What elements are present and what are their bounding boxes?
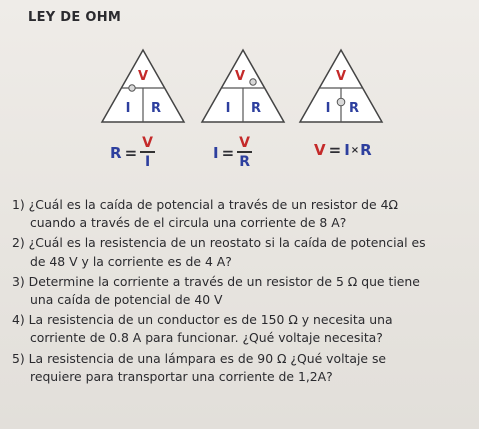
formula-i-numerator: V xyxy=(239,135,251,151)
formula-r-fraction xyxy=(140,136,155,169)
question-3 xyxy=(12,273,472,309)
triangle-2-v-label: V xyxy=(234,69,246,84)
triangle-2-r-label: R xyxy=(250,101,262,116)
formula-v-equals: = xyxy=(328,141,342,159)
question-4-line-1: 4) La resistencia de un conductor es de 150 Ω y necesita una xyxy=(12,312,393,328)
formula-resistance xyxy=(110,136,155,169)
question-2-line-1: 2) ¿Cuál es la resistencia de un reostato si la caída de potencial es xyxy=(12,235,426,251)
formula-i-lhs: I xyxy=(213,143,219,162)
formula-current xyxy=(213,136,252,169)
question-4 xyxy=(12,311,472,347)
formula-r-numerator: V xyxy=(142,135,153,151)
question-list xyxy=(12,196,472,388)
formula-v-resistance: R xyxy=(360,141,372,159)
question-2 xyxy=(12,234,472,270)
question-5-line-1: 5) La resistencia de una lámpara es de 90 Ω ¿Qué voltaje se xyxy=(12,350,387,366)
formula-i-equals: = xyxy=(221,143,235,162)
triangle-1-r-label: R xyxy=(150,101,162,116)
triangle-1-i-label: I xyxy=(125,101,131,116)
triangle-3-i-label: I xyxy=(325,101,331,116)
question-2-line-2: de 48 V y la corriente es de 4 A? xyxy=(30,253,232,269)
ohm-triangle-1 xyxy=(98,46,188,126)
formula-voltage xyxy=(314,141,372,159)
ohm-triangle-3 xyxy=(296,46,386,126)
formula-i-fraction xyxy=(237,136,252,169)
question-1-line-1: 1) ¿Cuál es la caída de potencial a través de un resistor de 4Ω xyxy=(12,197,398,212)
question-3-line-1: 3) Determine la corriente a través de un resistor de 5 Ω que tiene xyxy=(12,273,420,289)
ohm-triangle-2 xyxy=(198,46,288,126)
question-5-line-2: requiere para transportar una corriente de 1,2A? xyxy=(30,368,333,384)
page-title: LEY DE OHM xyxy=(28,10,122,25)
question-3-line-2: una caída de potencial de 40 V xyxy=(30,292,223,308)
question-1 xyxy=(12,196,472,232)
formula-v-current: I xyxy=(344,141,350,159)
triangle-2-i-label: I xyxy=(225,101,231,116)
triangle-3-v-label: V xyxy=(335,69,347,84)
formula-v-times: × xyxy=(350,144,360,156)
formula-v-lhs: V xyxy=(314,141,326,159)
formula-r-lhs: R xyxy=(110,143,122,162)
triangle-3-r-label: R xyxy=(348,101,360,116)
question-4-line-2: corriente de 0.8 A para funcionar. ¿Qué voltaje necesita? xyxy=(30,330,383,346)
formula-r-denominator: I xyxy=(144,154,151,170)
formula-i-denominator: R xyxy=(239,154,250,170)
question-5 xyxy=(12,350,472,386)
formula-r-equals: = xyxy=(124,143,138,162)
question-1-line-2: cuando a través de el circula una corriente de 8 A? xyxy=(30,215,347,231)
triangle-1-v-label: V xyxy=(137,69,149,84)
